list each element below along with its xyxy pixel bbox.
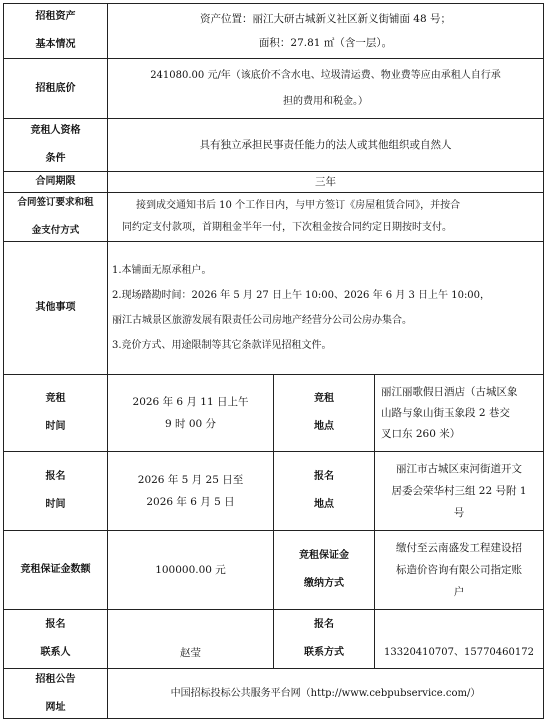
asset-label-line-2: 基本情况 xyxy=(35,39,76,50)
other-item-2b: 丽江古城景区旅游发展有限责任公司房地产经营分公司公房办集合。 xyxy=(112,315,412,326)
asset-label xyxy=(4,4,107,58)
registration-time-line-2: 2026 年 6 月 5 日 xyxy=(146,496,235,508)
contact-label-line-2: 联系人 xyxy=(40,647,71,658)
deposit-amount-value: 100000.00 元 xyxy=(155,564,226,576)
signing-label-line-1: 合同签订要求和租 xyxy=(17,197,94,208)
other-item-1: 1.本铺面无原承租户。 xyxy=(112,265,212,276)
table-border-bottom xyxy=(3,718,544,719)
bid-time-line-2: 9 时 00 分 xyxy=(164,418,217,430)
asset-location: 资产位置：丽江大研古城新义社区新义街铺面 48 号； xyxy=(199,13,452,25)
signing-line-1: 接到成交通知书后 10 个工作日内，与甲方签订《房屋租赁合同》，并按合 xyxy=(136,200,461,211)
table-border-right xyxy=(543,3,544,719)
base-price-line-2: 担的费用和税金。） xyxy=(283,95,368,107)
notice-url: 中国招标投标公共服务平台网（http://www.cebpubservice.com/） xyxy=(170,687,481,699)
signing-label xyxy=(4,193,107,241)
contact-name: 赵莹 xyxy=(180,647,201,659)
bid-time-label xyxy=(4,375,107,451)
registration-time-label-line-1: 报名 xyxy=(45,471,66,482)
qualification-label-line-2: 条件 xyxy=(45,153,66,164)
notice-label xyxy=(4,669,107,718)
rental-notice-table xyxy=(3,3,544,719)
bid-place-line-1: 丽江丽歌假日酒店（古城区象 xyxy=(381,385,518,398)
notice-label-line-2: 网址 xyxy=(45,701,66,713)
deposit-method-value xyxy=(375,531,543,609)
registration-time-label xyxy=(4,452,107,530)
deposit-method-label-line-2: 缴纳方式 xyxy=(304,578,344,589)
other-label-text: 其他事项 xyxy=(35,302,76,313)
bid-time-label-line-1: 竞租 xyxy=(45,393,66,404)
base-price-value xyxy=(108,59,543,118)
deposit-method-line-3: 户 xyxy=(453,586,465,598)
registration-time-line-1: 2026 年 5 月 25 日至 xyxy=(137,474,244,486)
registration-place-value xyxy=(375,452,543,530)
signing-label-line-2: 金支付方式 xyxy=(31,225,80,236)
registration-place-line-2: 居委会荣华村三组 22 号附 1 xyxy=(391,485,527,497)
other-item-3: 3.竞价方式、用途限制等其它条款详见招租文件。 xyxy=(112,340,332,351)
registration-place-label xyxy=(274,452,374,530)
contact-phone-label xyxy=(274,610,374,668)
registration-place-line-1: 丽江市古城区束河街道开文 xyxy=(396,463,522,475)
notice-label-line-1: 招租公告 xyxy=(35,673,76,685)
bid-time-label-line-2: 时间 xyxy=(45,421,66,432)
bid-place-line-2: 山路与象山街玉象段 2 巷交 xyxy=(381,406,510,419)
contact-phone-label-line-2: 联系方式 xyxy=(304,647,344,658)
registration-time-label-line-2: 时间 xyxy=(45,499,66,510)
deposit-amount-label-text: 竞租保证金数额 xyxy=(20,564,91,575)
bid-place-label xyxy=(274,375,374,451)
term-label-text: 合同期限 xyxy=(35,176,76,187)
bid-place-label-line-1: 竞租 xyxy=(314,393,334,404)
qualification-label xyxy=(4,119,107,171)
deposit-method-line-1: 缴付至云南盛发工程建设招 xyxy=(396,542,522,554)
deposit-method-label xyxy=(274,531,374,609)
contact-label xyxy=(4,610,107,668)
deposit-method-label-line-1: 竞租保证金 xyxy=(299,550,349,561)
bid-time-line-1: 2026 年 6 月 11 日上午 xyxy=(132,396,249,408)
asset-label-line-1: 招租资产 xyxy=(35,11,76,22)
base-price-label xyxy=(4,59,107,118)
registration-time-value xyxy=(108,452,273,530)
deposit-amount-label xyxy=(4,531,107,609)
bid-place-line-3: 叉口东 260 米） xyxy=(381,427,461,440)
qualification-value: 具有独立承担民事责任能力的法人或其他组织或自然人 xyxy=(199,139,452,151)
term-value: 三年 xyxy=(315,176,336,188)
base-price-line-1: 241080.00 元/年（该底价不含水电、垃圾清运费、物业费等应由承租人自行承 xyxy=(150,69,501,81)
bid-place-value xyxy=(375,375,543,451)
registration-place-line-3: 号 xyxy=(453,507,465,519)
asset-area: 面积：27.81 ㎡（含一层）。 xyxy=(258,37,393,49)
other-value xyxy=(108,242,543,374)
signing-line-2: 同约定支付款项，首期租金半年一付，下次租金按合同约定日期按时支付。 xyxy=(122,222,452,233)
base-price-label-text: 招租底价 xyxy=(35,82,76,94)
contact-phone-label-line-1: 报名 xyxy=(314,619,334,630)
signing-value xyxy=(108,193,543,241)
bid-time-value xyxy=(108,375,273,451)
other-label xyxy=(4,242,107,374)
qualification-label-line-1: 竞租人资格 xyxy=(30,125,81,136)
bid-place-label-line-2: 地点 xyxy=(314,421,334,432)
registration-place-label-line-2: 地点 xyxy=(314,499,334,510)
contact-label-line-1: 报名 xyxy=(45,619,66,630)
asset-value xyxy=(108,4,543,58)
registration-place-label-line-1: 报名 xyxy=(314,471,334,482)
contact-phone: 13320410707、15770460172 xyxy=(384,647,534,658)
deposit-method-line-2: 标造价咨询有限公司指定账 xyxy=(396,564,522,576)
other-item-2a: 2.现场踏勘时间：2026 年 5 月 27 日上午 10:00、2026 年 6 月 3 日上午 10:00， xyxy=(112,290,491,301)
